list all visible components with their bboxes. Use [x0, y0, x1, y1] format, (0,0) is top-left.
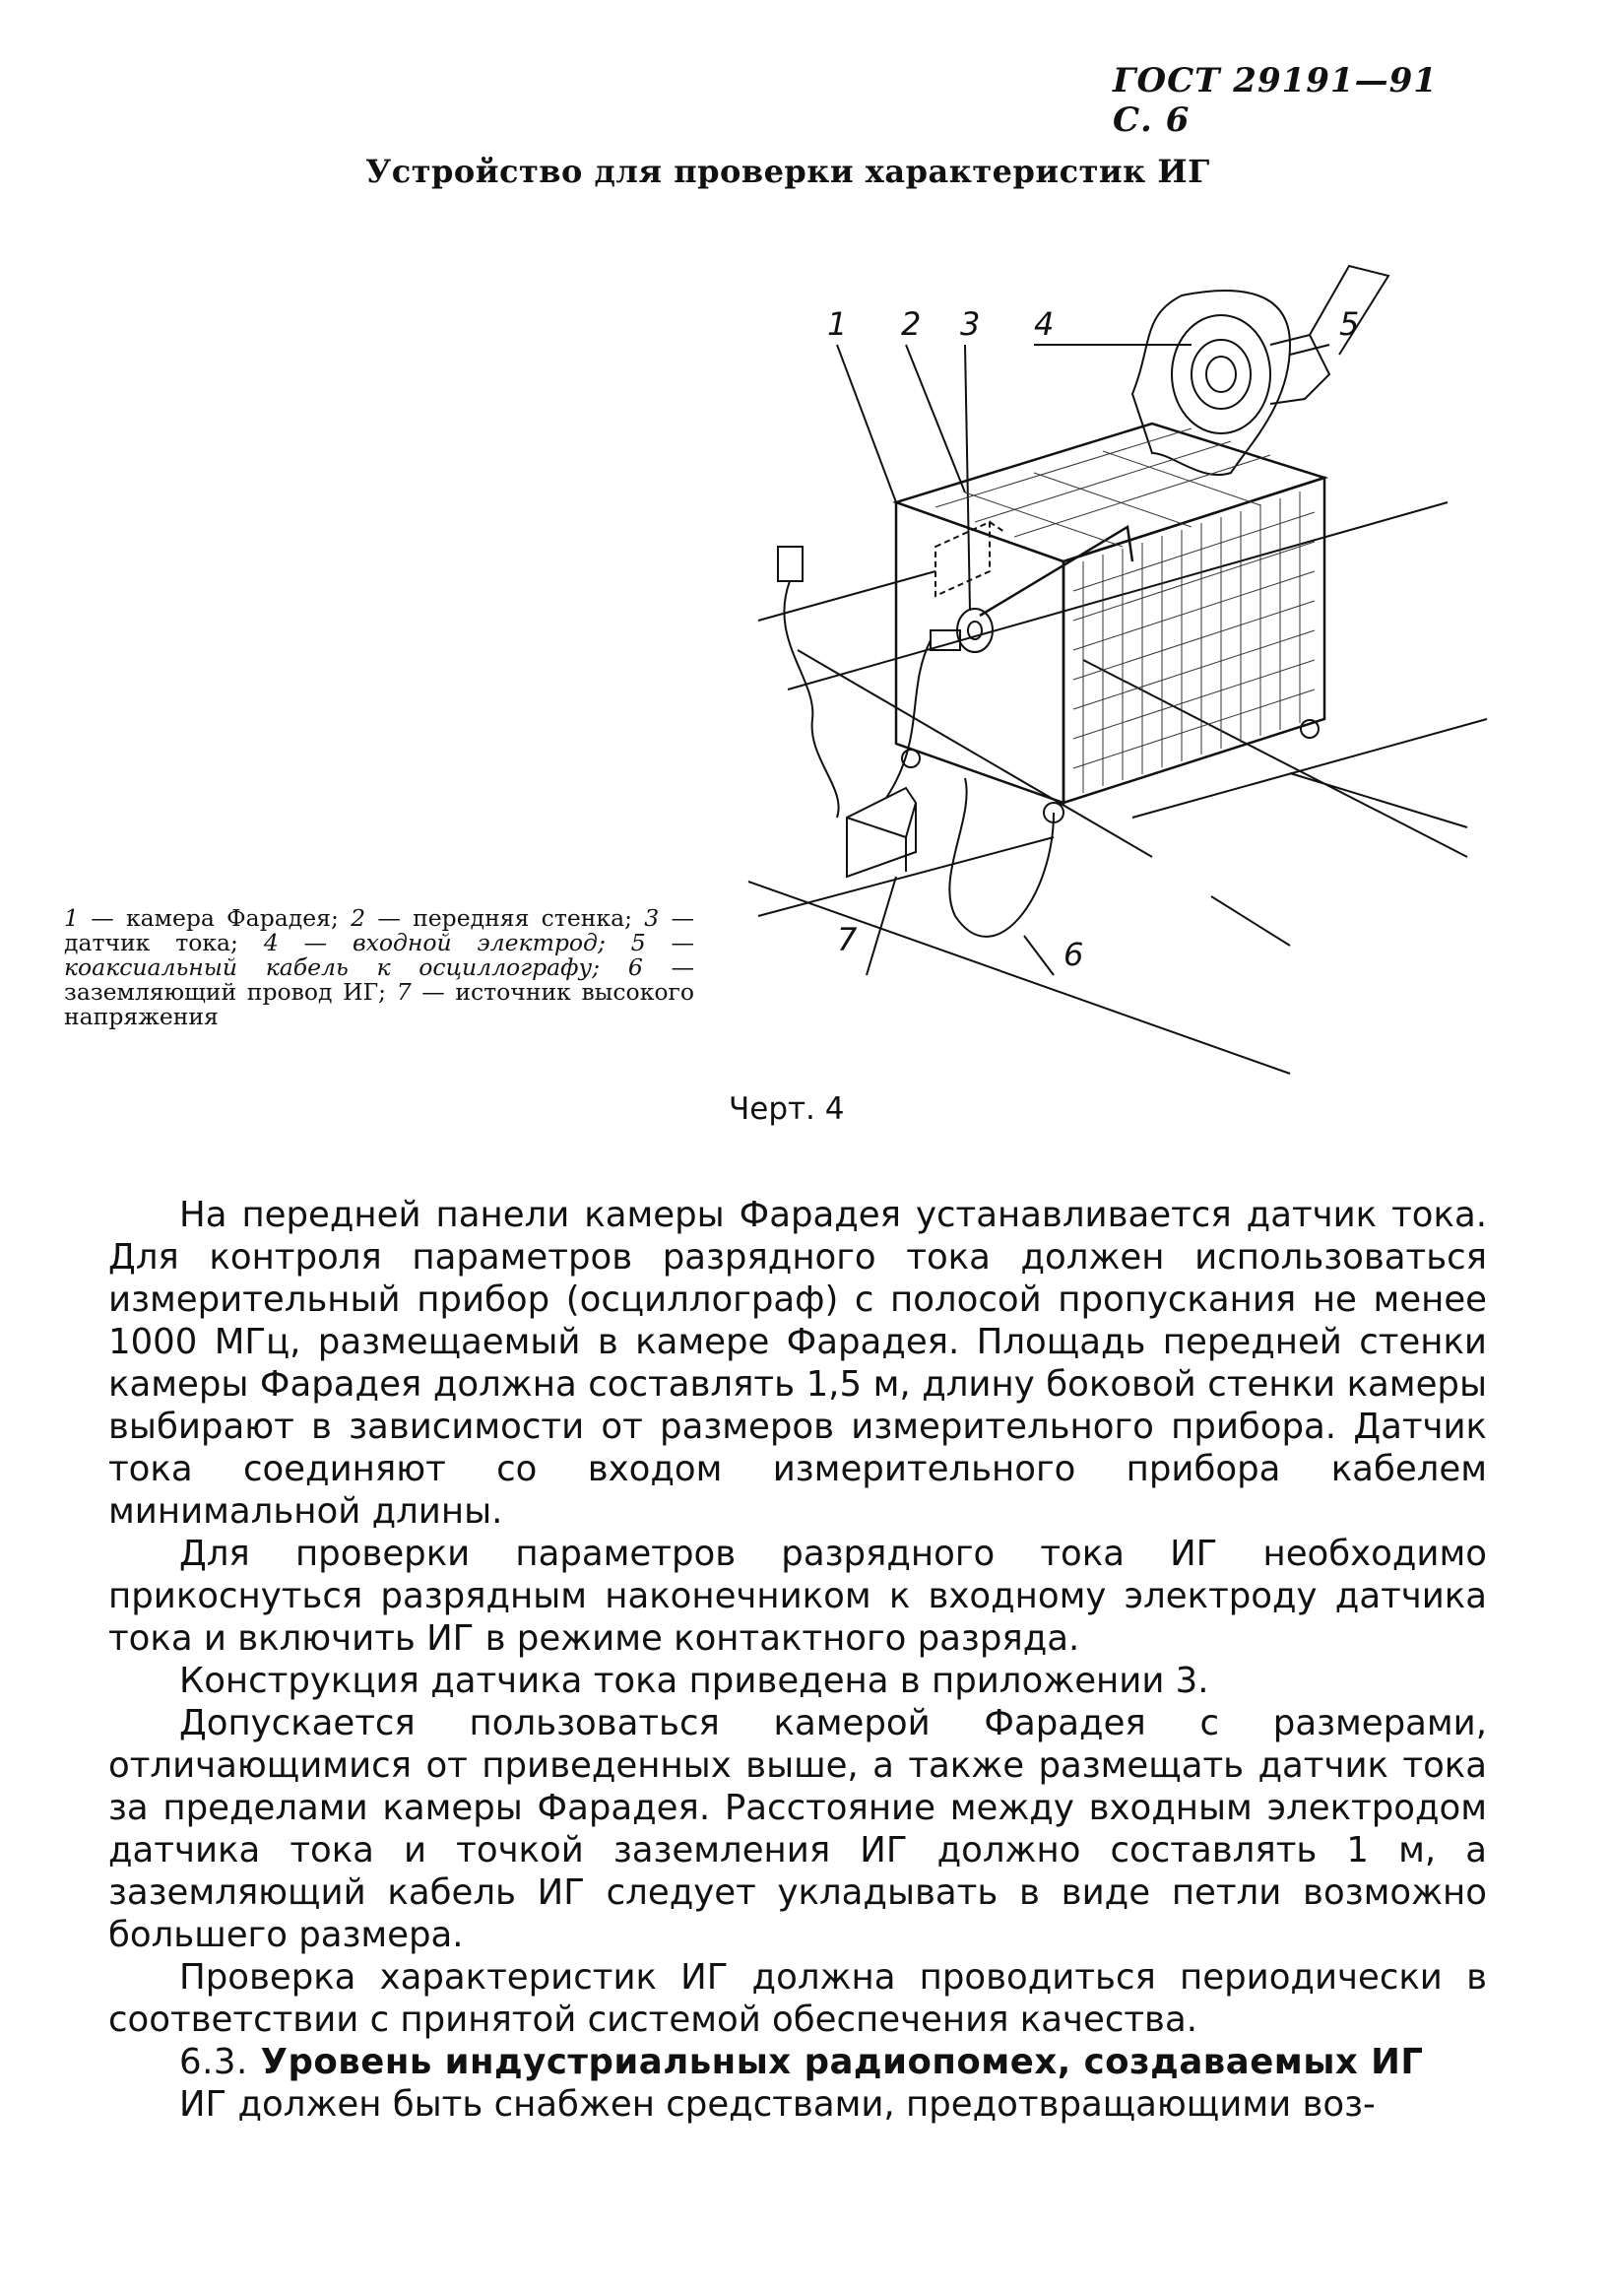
caption-text-7: — источник высокого напряжения: [64, 978, 694, 1030]
caption-text-3: — датчик тока;: [64, 904, 694, 956]
caption-text-4: — входной электрод;: [278, 929, 631, 956]
figure-title: Устройство для проверки характеристик ИГ: [365, 153, 1210, 190]
faraday-cage-diagram: [739, 227, 1497, 1083]
fig-label-1: 1: [827, 305, 848, 343]
caption-num-7: 7: [396, 978, 412, 1006]
section-heading: [108, 2041, 1487, 2083]
paragraph-3: Конструкция датчика тока приведена в приложении 3.: [179, 1661, 1209, 1701]
caption-text-6: — заземляющий провод ИГ;: [64, 953, 694, 1006]
caption-num-6: 6: [627, 953, 643, 981]
paragraph-1: На передней панели камеры Фарадея устанавливается датчик тока. Для контроля параметров разрядного тока должен использоваться измерительный прибор (осциллограф) с полосой пропускания не менее 1000 МГц, размещаемый в камере Фарадея. Площадь передней стенки камеры Фарадея должна составлять 1,5 м, длину боковой стенки камеры выбирают в зависимости от размеров измерительного прибора. Датчик тока соединяют со входом измерительного прибора кабелем минимальной длины.: [108, 1195, 1487, 1532]
fig-label-7: 7: [837, 921, 858, 958]
caption-num-3: 3: [644, 904, 660, 932]
figure-number: Черт. 4: [729, 1091, 845, 1127]
caption-text-1: — камера Фарадея;: [78, 904, 352, 932]
paragraph-6: ИГ должен быть снабжен средствами, предотвращающими воз-: [179, 2084, 1376, 2125]
page-header: ГОСТ 29191—91 С. 6: [1113, 61, 1438, 140]
paragraph-4: Допускается пользоваться камерой Фарадея с размерами, отличающимися от приведенных выше, а также размещать датчик тока за пределами камеры Фарадея. Расстояние между входным электродом датчика тока и точкой заземления ИГ должно составлять 1 м, а заземляющий кабель ИГ следует укладывать в виде петли возможно большего размера.: [108, 1703, 1487, 1955]
paragraph-5: Проверка характеристик ИГ должна проводиться периодически в соответствии с принятой системой обеспечения качества.: [108, 1957, 1487, 2040]
figure-caption: [64, 906, 694, 1029]
caption-text-2: — передняя стенка;: [365, 904, 645, 932]
body-text: [108, 1194, 1487, 2126]
fig-label-6: 6: [1063, 936, 1084, 973]
fig-label-3: 3: [960, 305, 981, 343]
caption-num-1: 1: [64, 904, 79, 932]
caption-num-5: 5: [630, 929, 646, 956]
section-number: 6.3.: [179, 2042, 248, 2082]
caption-num-4: 4: [263, 929, 279, 956]
section-title: Уровень индустриальных радиопомех, создаваемых ИГ: [260, 2042, 1424, 2082]
caption-text-5: — коаксиальный кабель к осциллографу;: [64, 929, 694, 981]
caption-num-2: 2: [351, 904, 366, 932]
fig-label-4: 4: [1034, 305, 1055, 343]
fig-label-2: 2: [901, 305, 922, 343]
paragraph-2: Для проверки параметров разрядного тока ИГ необходимо прикоснуться разрядным наконечником к входному электроду датчика тока и включить ИГ в режиме контактного разряда.: [108, 1534, 1487, 1659]
fig-label-5: 5: [1339, 305, 1360, 343]
